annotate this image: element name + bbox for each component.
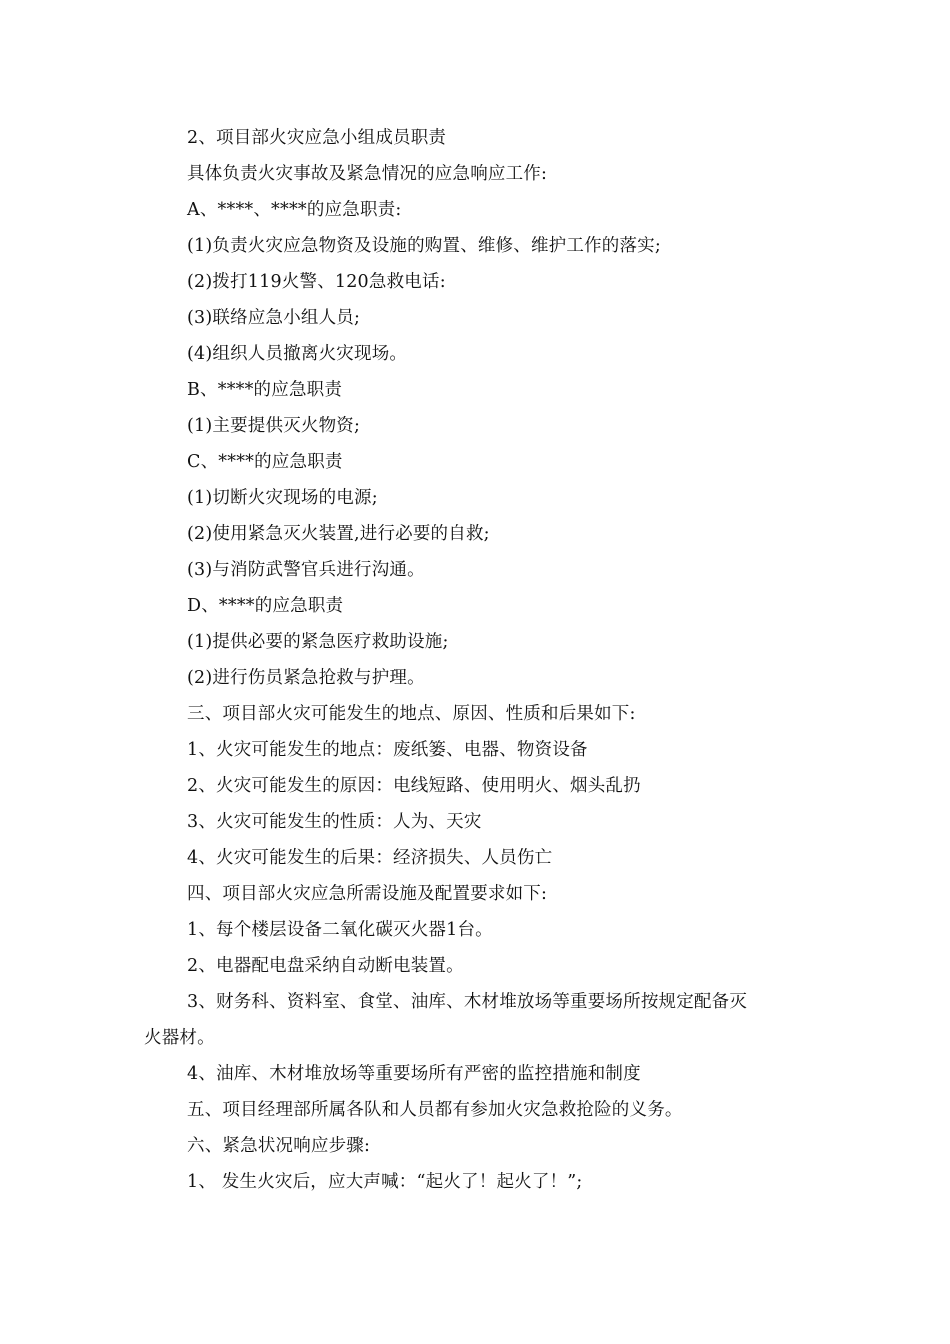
role-heading: A、****、****的应急职责: [187, 200, 402, 220]
list-item: (1)主要提供灭火物资; [187, 416, 361, 436]
list-item: 2、电器配电盘采纳自动断电装置。 [187, 956, 464, 976]
list-item: (2)使用紧急灭火装置,进行必要的自救; [187, 524, 490, 544]
list-item: 3、财务科、资料室、食堂、油库、木材堆放场等重要场所按规定配备灭 [187, 992, 748, 1012]
list-item: (3)联络应急小组人员; [187, 308, 361, 328]
role-heading: D、****的应急职责 [187, 596, 344, 616]
paragraph: 具体负责火灾事故及紧急情况的应急响应工作: [187, 164, 548, 184]
list-item: (2)拨打119火警、120急救电话: [187, 272, 446, 292]
role-heading: B、****的应急职责 [187, 380, 343, 400]
list-item: (4)组织人员撤离火灾现场。 [187, 344, 408, 364]
list-item: (1)提供必要的紧急医疗救助设施; [187, 632, 449, 652]
list-item: 3、火灾可能发生的性质：人为、天灾 [187, 812, 482, 832]
list-item: (2)进行伤员紧急抢救与护理。 [187, 668, 425, 688]
list-item: (3)与消防武警官兵进行沟通。 [187, 560, 425, 580]
section-heading: 三、项目部火灾可能发生的地点、原因、性质和后果如下: [187, 704, 636, 724]
section-heading: 五、项目经理部所属各队和人员都有参加火灾急救抢险的义务。 [187, 1100, 683, 1120]
list-item: (1)切断火灾现场的电源; [187, 488, 378, 508]
section-heading: 四、项目部火灾应急所需设施及配置要求如下: [187, 884, 548, 904]
section-heading: 2、项目部火灾应急小组成员职责 [187, 128, 447, 148]
list-item: 1、每个楼层设备二氧化碳灭火器1台。 [187, 920, 493, 940]
role-heading: C、****的应急职责 [187, 452, 343, 472]
list-item: (1)负责火灾应急物资及设施的购置、维修、维护工作的落实; [187, 236, 661, 256]
list-item: 4、油库、木材堆放场等重要场所有严密的监控措施和制度 [187, 1064, 641, 1084]
list-item-continuation: 火器材。 [144, 1028, 215, 1048]
section-heading: 六、紧急状况响应步骤: [187, 1136, 371, 1156]
list-item: 1、 发生火灾后，应大声喊：“起火了！起火了！”; [187, 1172, 583, 1192]
list-item: 1、火灾可能发生的地点：废纸篓、电器、物资设备 [187, 740, 588, 760]
list-item: 2、火灾可能发生的原因：电线短路、使用明火、烟头乱扔 [187, 776, 641, 796]
list-item: 4、火灾可能发生的后果：经济损失、人员伤亡 [187, 848, 553, 868]
